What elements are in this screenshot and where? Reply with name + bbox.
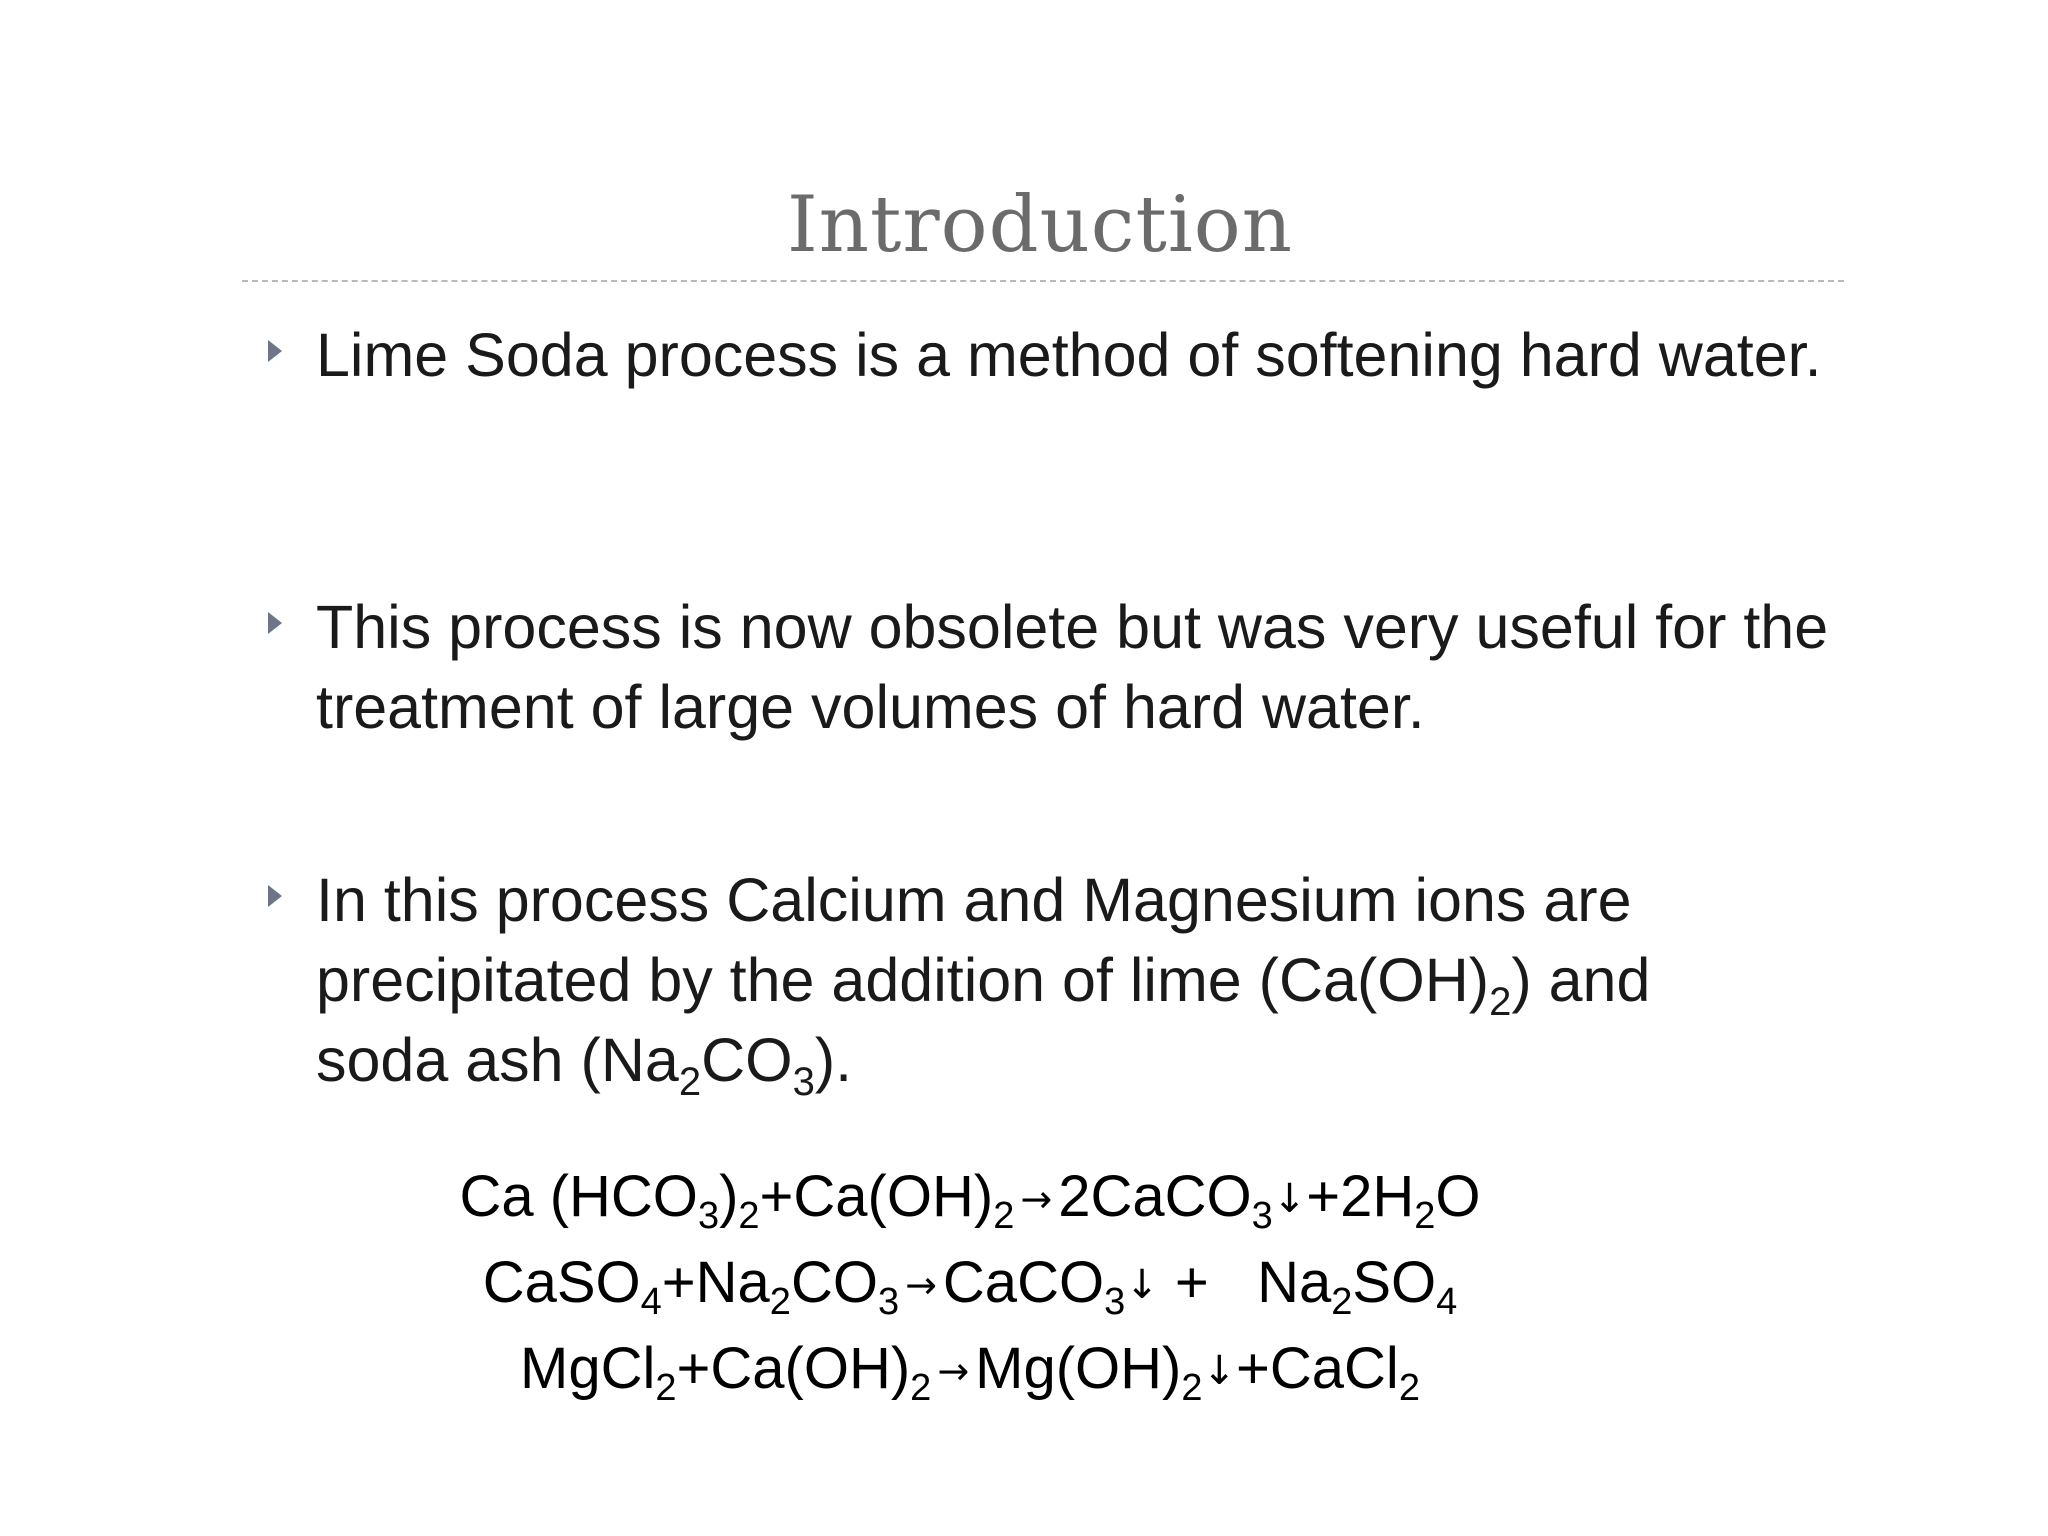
down-arrow-icon: ↓	[1272, 1176, 1307, 1222]
triangle-right-icon	[268, 612, 282, 634]
bullet-line: In this process Calcium and Magnesium ions are	[316, 866, 1632, 934]
bullet-line: precipitated by the addition of lime $(Ca(OH)_2)$ and	[316, 946, 1651, 1024]
slide-title: Introduction	[787, 180, 1293, 270]
title-divider	[242, 280, 1844, 282]
equation-line: $CaSO_4+Na_2CO_3$ → CaCO$_3$↓ + $Na_2SO_4$	[482, 1250, 1458, 1323]
bullet-text: This process is now obsolete but was very useful for the treatment of large volumes of hard water.	[316, 593, 1829, 741]
down-arrow-icon: ↓	[1125, 1262, 1159, 1308]
down-arrow-icon: ↓	[1202, 1348, 1237, 1394]
bullet-text	[316, 860, 1876, 1104]
right-arrow-icon: →	[1020, 1177, 1053, 1221]
equation-line: $MgCl_2+Ca(OH)_2$ → $Mg(OH)_2↓+CaCl_2$	[520, 1336, 1420, 1409]
bullet-text: Lime Soda process is a method of softening hard water.	[316, 321, 1822, 389]
equation-line: Ca $(HCO_3)_2+Ca(OH)_2$ → $2CaCO_3↓+2H_2O$	[459, 1164, 1481, 1237]
triangle-right-icon	[268, 885, 282, 907]
reaction-equations	[0, 1155, 1940, 1413]
triangle-right-icon	[268, 340, 282, 362]
right-arrow-icon: →	[937, 1349, 970, 1393]
bullet-line: soda ash $(Na_2CO_3)$.	[316, 1026, 853, 1104]
right-arrow-icon: →	[905, 1263, 937, 1307]
